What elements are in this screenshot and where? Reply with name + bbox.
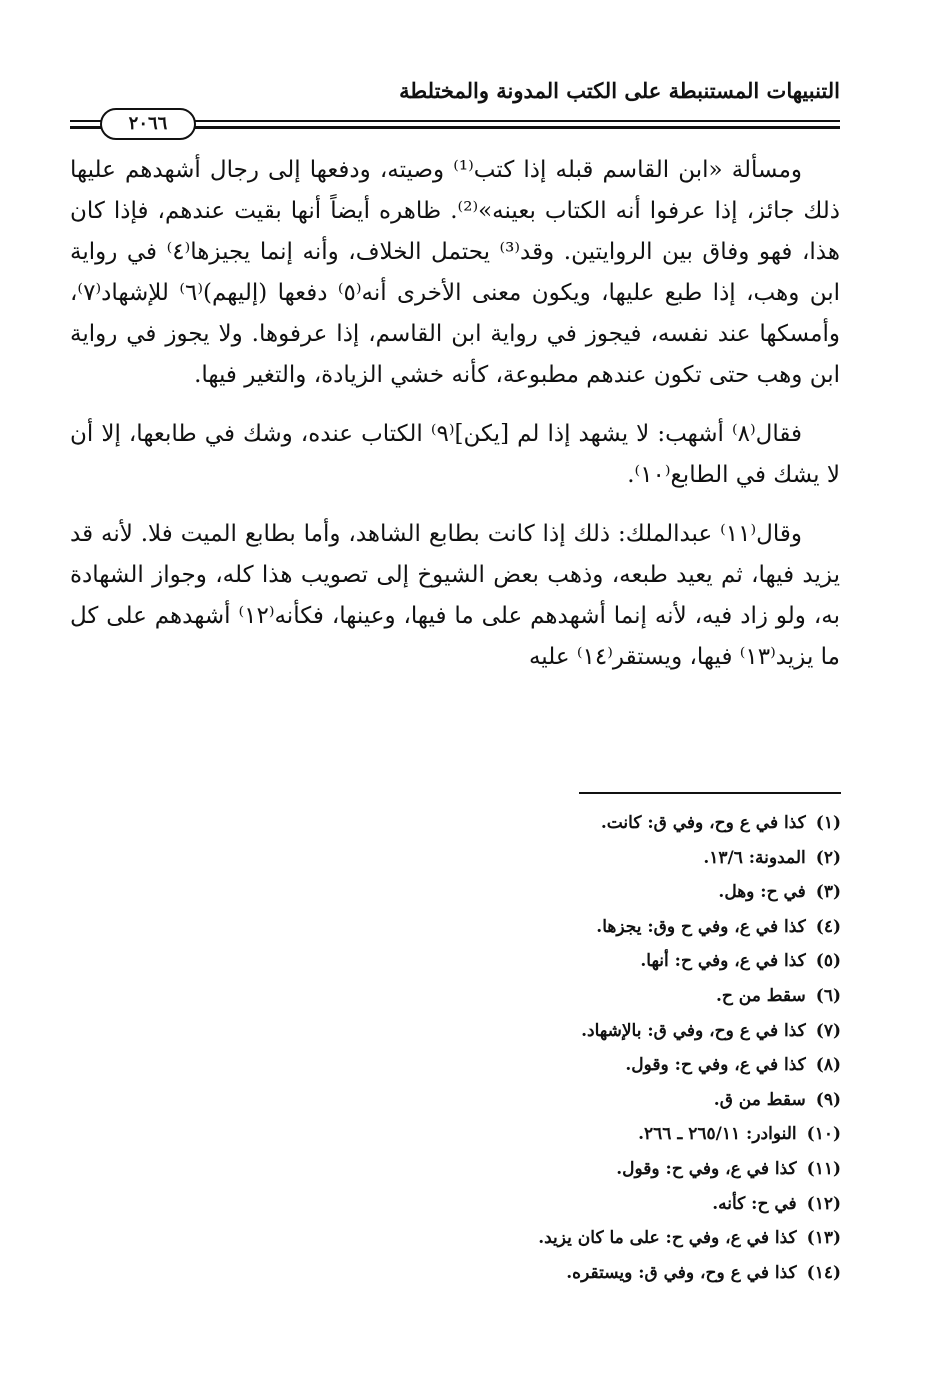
footnote-number: (٤) — [815, 916, 841, 937]
page-number: ٢٠٦٦ — [100, 108, 196, 140]
footnote-text: كذا في ع وح، وفي ق: ويستقره. — [566, 1262, 797, 1283]
footnote-number: (٨) — [815, 1055, 841, 1076]
footnote — [141, 806, 841, 841]
footnote-text: سقط من ح. — [716, 985, 806, 1006]
footnote-text: النوادر: ٢٦٥/١١ ـ ٢٦٦. — [638, 1124, 797, 1145]
footnote-text: كذا في ع، وفي ح: على ما كان يزيد. — [538, 1228, 797, 1249]
paragraph: وقال⁽١١⁾ عبدالملك: ذلك إذا كانت بطابع الشاهد، وأما بطابع الميت فلا. لأنه قد يزيد فيها، ثم يعيد طبعه، وذهب بعض الشيوخ إلى تصويب هذا كله، وجواز الشهادة به، ولو زاد فيه، لأنه إنما أشهدهم على ما فيها، وعينها، فكأنه⁽١٢⁾ أشهدهم على كل ما يزيد⁽١٣⁾ فيها، ويستقر⁽١٤⁾ عليه — [70, 521, 840, 670]
paragraph: فقال⁽٨⁾ أشهب: لا يشهد إذا لم [يكن]⁽٩⁾ الكتاب عنده، وشك في طابعها، إلا أن لا يشك في الطابع⁽١٠⁾. — [70, 421, 840, 488]
main-text — [70, 150, 840, 696]
running-title: التنبيهات المستنبطة على الكتب المدونة والمختلطة — [399, 78, 840, 103]
footnote — [141, 1014, 841, 1049]
footnote — [141, 1117, 841, 1152]
footnote-text: المدونة: ١٣/٦. — [703, 847, 806, 868]
footnote-number: (١) — [815, 813, 841, 833]
footnote-number: (١٣) — [806, 1228, 841, 1249]
footnote — [141, 1256, 841, 1291]
footnote — [141, 1083, 841, 1118]
footnote-separator — [579, 792, 841, 794]
footnote — [141, 1221, 841, 1256]
footnote-number: (٦) — [815, 985, 841, 1006]
paragraph: ومسألة «ابن القاسم قبله إذا كتب⁽¹⁾ وصيته، ودفعها إلى رجال أشهدهم عليها ذلك جائز، إذا عرفوا أنه الكتاب بعينه»⁽²⁾. ظاهره أيضاً أنها بقيت عندهم، فإذا كان هذا، فهو وفاق بين الروايتين. وقد⁽³⁾ يحتمل الخلاف، وأنه إنما يجيزها⁽٤⁾ في رواية ابن وهب، إذا طبع عليها، ويكون معنى الأخرى أنه⁽٥⁾ دفعها (إليهم)⁽٦⁾ للإشهاد⁽٧⁾، وأمسكها عند نفسه، فيجوز في رواية ابن القاسم، إذا عرفوها. ولا يجوز في رواية ابن وهب حتى تكون عندهم مطبوعة، كأنه خشي الزيادة، والتغير فيها. — [70, 157, 841, 388]
footnote — [141, 841, 841, 876]
footnote-number: (١٠) — [806, 1124, 841, 1145]
footnote-number: (٢) — [815, 847, 841, 868]
footnote-text: في ح: وهل. — [718, 882, 806, 903]
footnote-text: كذا في ع وح، وفي ق: كانت. — [600, 813, 806, 833]
footnote — [141, 944, 841, 979]
footnote — [141, 1048, 841, 1083]
footnote-text: كذا في ع، وفي ح: أنها. — [640, 951, 806, 972]
footnote-number: (٩) — [815, 1089, 841, 1110]
footnote — [141, 1187, 841, 1222]
footnote-text: سقط من ق. — [713, 1089, 806, 1110]
footnote-text: كذا في ع، وفي ح وق: يجزها. — [596, 916, 806, 937]
footnote-number: (٥) — [815, 951, 841, 972]
footnote-text: في ح: كأنه. — [712, 1193, 797, 1214]
footnote-text: كذا في ع، وفي ح: وقول. — [625, 1055, 806, 1076]
footnote — [141, 1152, 841, 1187]
footnotes-list — [141, 806, 841, 1290]
footnote — [141, 875, 841, 910]
footnote-number: (١٢) — [806, 1193, 841, 1214]
footnote-number: (٧) — [815, 1020, 841, 1041]
footnote-text: كذا في ع، وفي ح: وقول. — [616, 1158, 797, 1179]
footnote-text: كذا في ع وح، وفي ق: بالإشهاد. — [581, 1020, 806, 1041]
footnote — [141, 979, 841, 1014]
footnote-number: (٣) — [815, 882, 841, 903]
footnote-number: (١٤) — [806, 1262, 841, 1283]
footnote-number: (١١) — [806, 1158, 841, 1179]
page-header — [70, 78, 840, 138]
footnote — [141, 910, 841, 945]
